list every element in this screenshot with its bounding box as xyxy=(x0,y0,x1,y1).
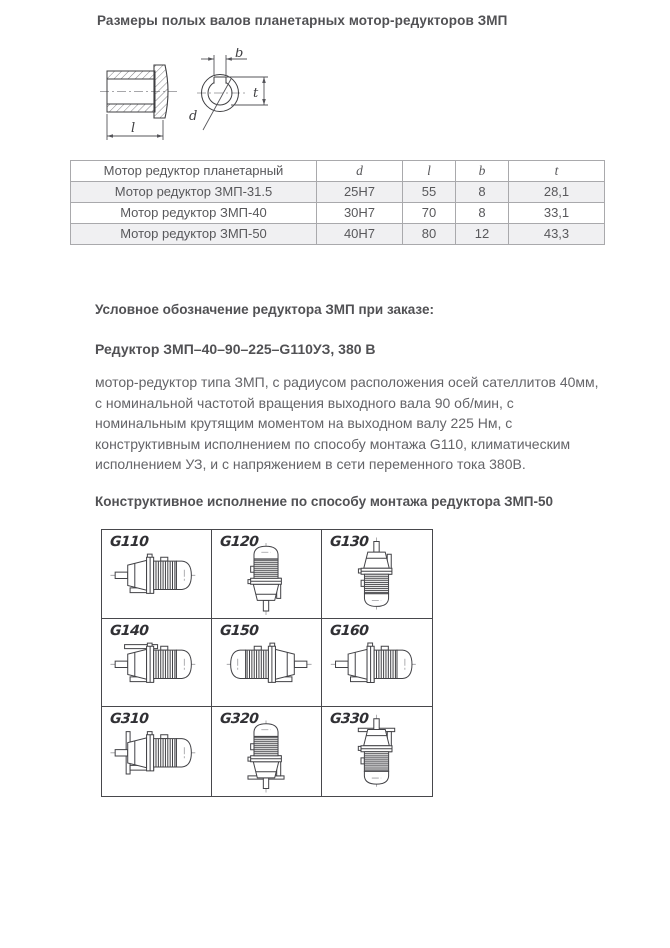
shaft-dimensions-table xyxy=(70,160,605,245)
col-header-dim: t xyxy=(509,161,605,182)
dim-label-t: t xyxy=(253,86,259,101)
table-head xyxy=(71,161,605,182)
mounting-label: G110 xyxy=(109,534,149,550)
mounting-label: G310 xyxy=(109,711,149,728)
mounting-cell-g120 xyxy=(212,530,322,619)
mounting-cell-g310 xyxy=(102,707,212,796)
order-heading: Условное обозначение редуктора ЗМП при заказе: xyxy=(95,302,434,317)
table-cell: 55 xyxy=(403,182,456,203)
mounting-cell-g110 xyxy=(102,530,212,619)
col-header-dim: b xyxy=(456,161,509,182)
shaft-side-view xyxy=(100,65,179,140)
table-cell: Мотор редуктор ЗМП-50 xyxy=(71,224,317,245)
table-header-row xyxy=(71,161,605,182)
shaft-section-view xyxy=(189,48,268,130)
mounting-cell-g320 xyxy=(212,707,322,796)
mounting-cell-g130 xyxy=(322,530,432,619)
hollow-shaft-diagram xyxy=(95,48,295,148)
table-cell: 28,1 xyxy=(509,182,605,203)
table-cell: 43,3 xyxy=(509,224,605,245)
mounting-label: G140 xyxy=(109,622,149,639)
mounting-label: G320 xyxy=(219,711,259,728)
mounting-label: G160 xyxy=(329,622,369,639)
mounting-heading: Конструктивное исполнение по способу монтажа редуктора ЗМП-50 xyxy=(95,494,554,509)
mounting-cell-g140 xyxy=(102,619,212,708)
table-row xyxy=(71,182,605,203)
mounting-label: G130 xyxy=(329,534,369,550)
dim-label-d: d xyxy=(189,109,198,124)
order-designation: Редуктор ЗМП–40–90–225–G110УЗ, 380 В xyxy=(95,341,376,357)
mounting-label: G120 xyxy=(219,534,259,550)
table-cell: 70 xyxy=(403,203,456,224)
dim-label-b: b xyxy=(235,48,244,61)
dim-label-l: l xyxy=(131,121,136,136)
mounting-grid xyxy=(101,529,433,797)
col-header-name: Мотор редуктор планетарный xyxy=(71,161,317,182)
table-cell: 8 xyxy=(456,182,509,203)
table-cell: 33,1 xyxy=(509,203,605,224)
mounting-label: G150 xyxy=(219,622,259,639)
page-title: Размеры полых валов планетарных мотор-редукторов ЗМП xyxy=(97,13,508,28)
table-cell: 30H7 xyxy=(317,203,403,224)
mounting-cell-g160 xyxy=(322,619,432,708)
table-cell: 80 xyxy=(403,224,456,245)
table-row xyxy=(71,224,605,245)
table-cell: 25H7 xyxy=(317,182,403,203)
table-body xyxy=(71,182,605,245)
table-cell: Мотор редуктор ЗМП-40 xyxy=(71,203,317,224)
col-header-dim: d xyxy=(317,161,403,182)
table-cell: 8 xyxy=(456,203,509,224)
col-header-dim: l xyxy=(403,161,456,182)
order-description: мотор-редуктор типа ЗМП, с радиусом расположения осей сателлитов 40мм, с номинальной частотой вращения выходного вала 90 об/мин, с номинальным крутящим моментом на выходном валу 225 Нм, с конструктивным исполнением по способу монтажа G110, климатическим исполнением УЗ, и с напряжением в сети переменного тока 380В. xyxy=(95,374,599,472)
table-row xyxy=(71,203,605,224)
table-cell: Мотор редуктор ЗМП-31.5 xyxy=(71,182,317,203)
mounting-cell-g150 xyxy=(212,619,322,708)
table-cell: 12 xyxy=(456,224,509,245)
table-cell: 40H7 xyxy=(317,224,403,245)
mounting-cell-g330 xyxy=(322,707,432,796)
mounting-label: G330 xyxy=(329,711,369,728)
